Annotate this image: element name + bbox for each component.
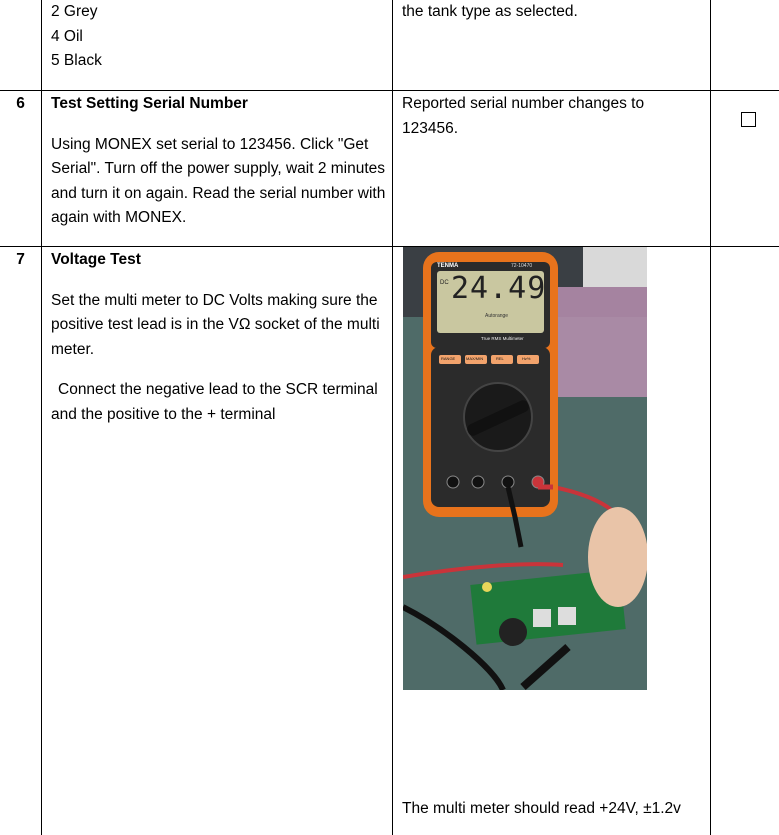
meter-caption: True RMS Multimeter: [481, 336, 524, 341]
row6-title: Test Setting Serial Number: [51, 95, 248, 112]
row6-result-text: Reported serial number changes to 123456.: [402, 95, 645, 137]
row5-result-text: the tank type as selected.: [402, 3, 578, 20]
meter-maxmin-button: MAX/MIN: [466, 356, 484, 361]
row7-steps-cell: [51, 248, 389, 427]
row7-instructions-2: Connect the negative lead to the SCR terminal and the positive to the + terminal: [51, 381, 378, 423]
row7-number: 7: [16, 251, 25, 268]
meter-rel-button: REL: [496, 356, 504, 361]
meter-display-reading: 24.49: [451, 271, 547, 306]
list-item: 4 Oil: [51, 27, 83, 45]
row6-steps-cell: [51, 92, 386, 231]
row-divider-5-6: [0, 90, 779, 91]
list-item: 5 Black: [51, 52, 102, 69]
row6-instructions: Using MONEX set serial to 123456. Click "Get Serial". Turn off the power supply, wait 2 minutes and turn it on again. Read the serial number with again with MONEX.: [51, 135, 386, 226]
row6-number: 6: [16, 95, 25, 112]
meter-brand-label: TENMA: [437, 263, 459, 269]
row7-title: Voltage Test: [51, 251, 141, 268]
row7-result-text: The multi meter should read +24V, ±1.2v: [402, 800, 681, 817]
table-border-left-col: [41, 0, 42, 835]
table-border-mid-col: [392, 0, 393, 835]
meter-range-button: RANGE: [441, 356, 456, 361]
row6-pass-checkbox[interactable]: [741, 112, 756, 127]
meter-hz-button: Hz%: [522, 356, 531, 361]
row5-steps-cell: [51, 0, 386, 74]
list-item: 2 Grey: [51, 3, 98, 20]
meter-sub-label: Autorange: [485, 313, 509, 319]
multimeter-photo-illustration: [403, 247, 647, 690]
row-divider-6-7: [0, 246, 779, 247]
row7-instructions-1: Set the multi meter to DC Volts making sure the positive test lead is in the VΩ socket of the multi meter.: [51, 291, 380, 358]
meter-mode-label: DC: [440, 280, 449, 286]
row6-result-cell: [402, 92, 702, 141]
row5-result-cell: [402, 0, 702, 25]
table-border-right-col: [710, 0, 711, 835]
meter-model-label: 72-10470: [511, 263, 533, 269]
row7-result-cell: [402, 797, 708, 822]
multimeter-photo: [403, 247, 647, 690]
